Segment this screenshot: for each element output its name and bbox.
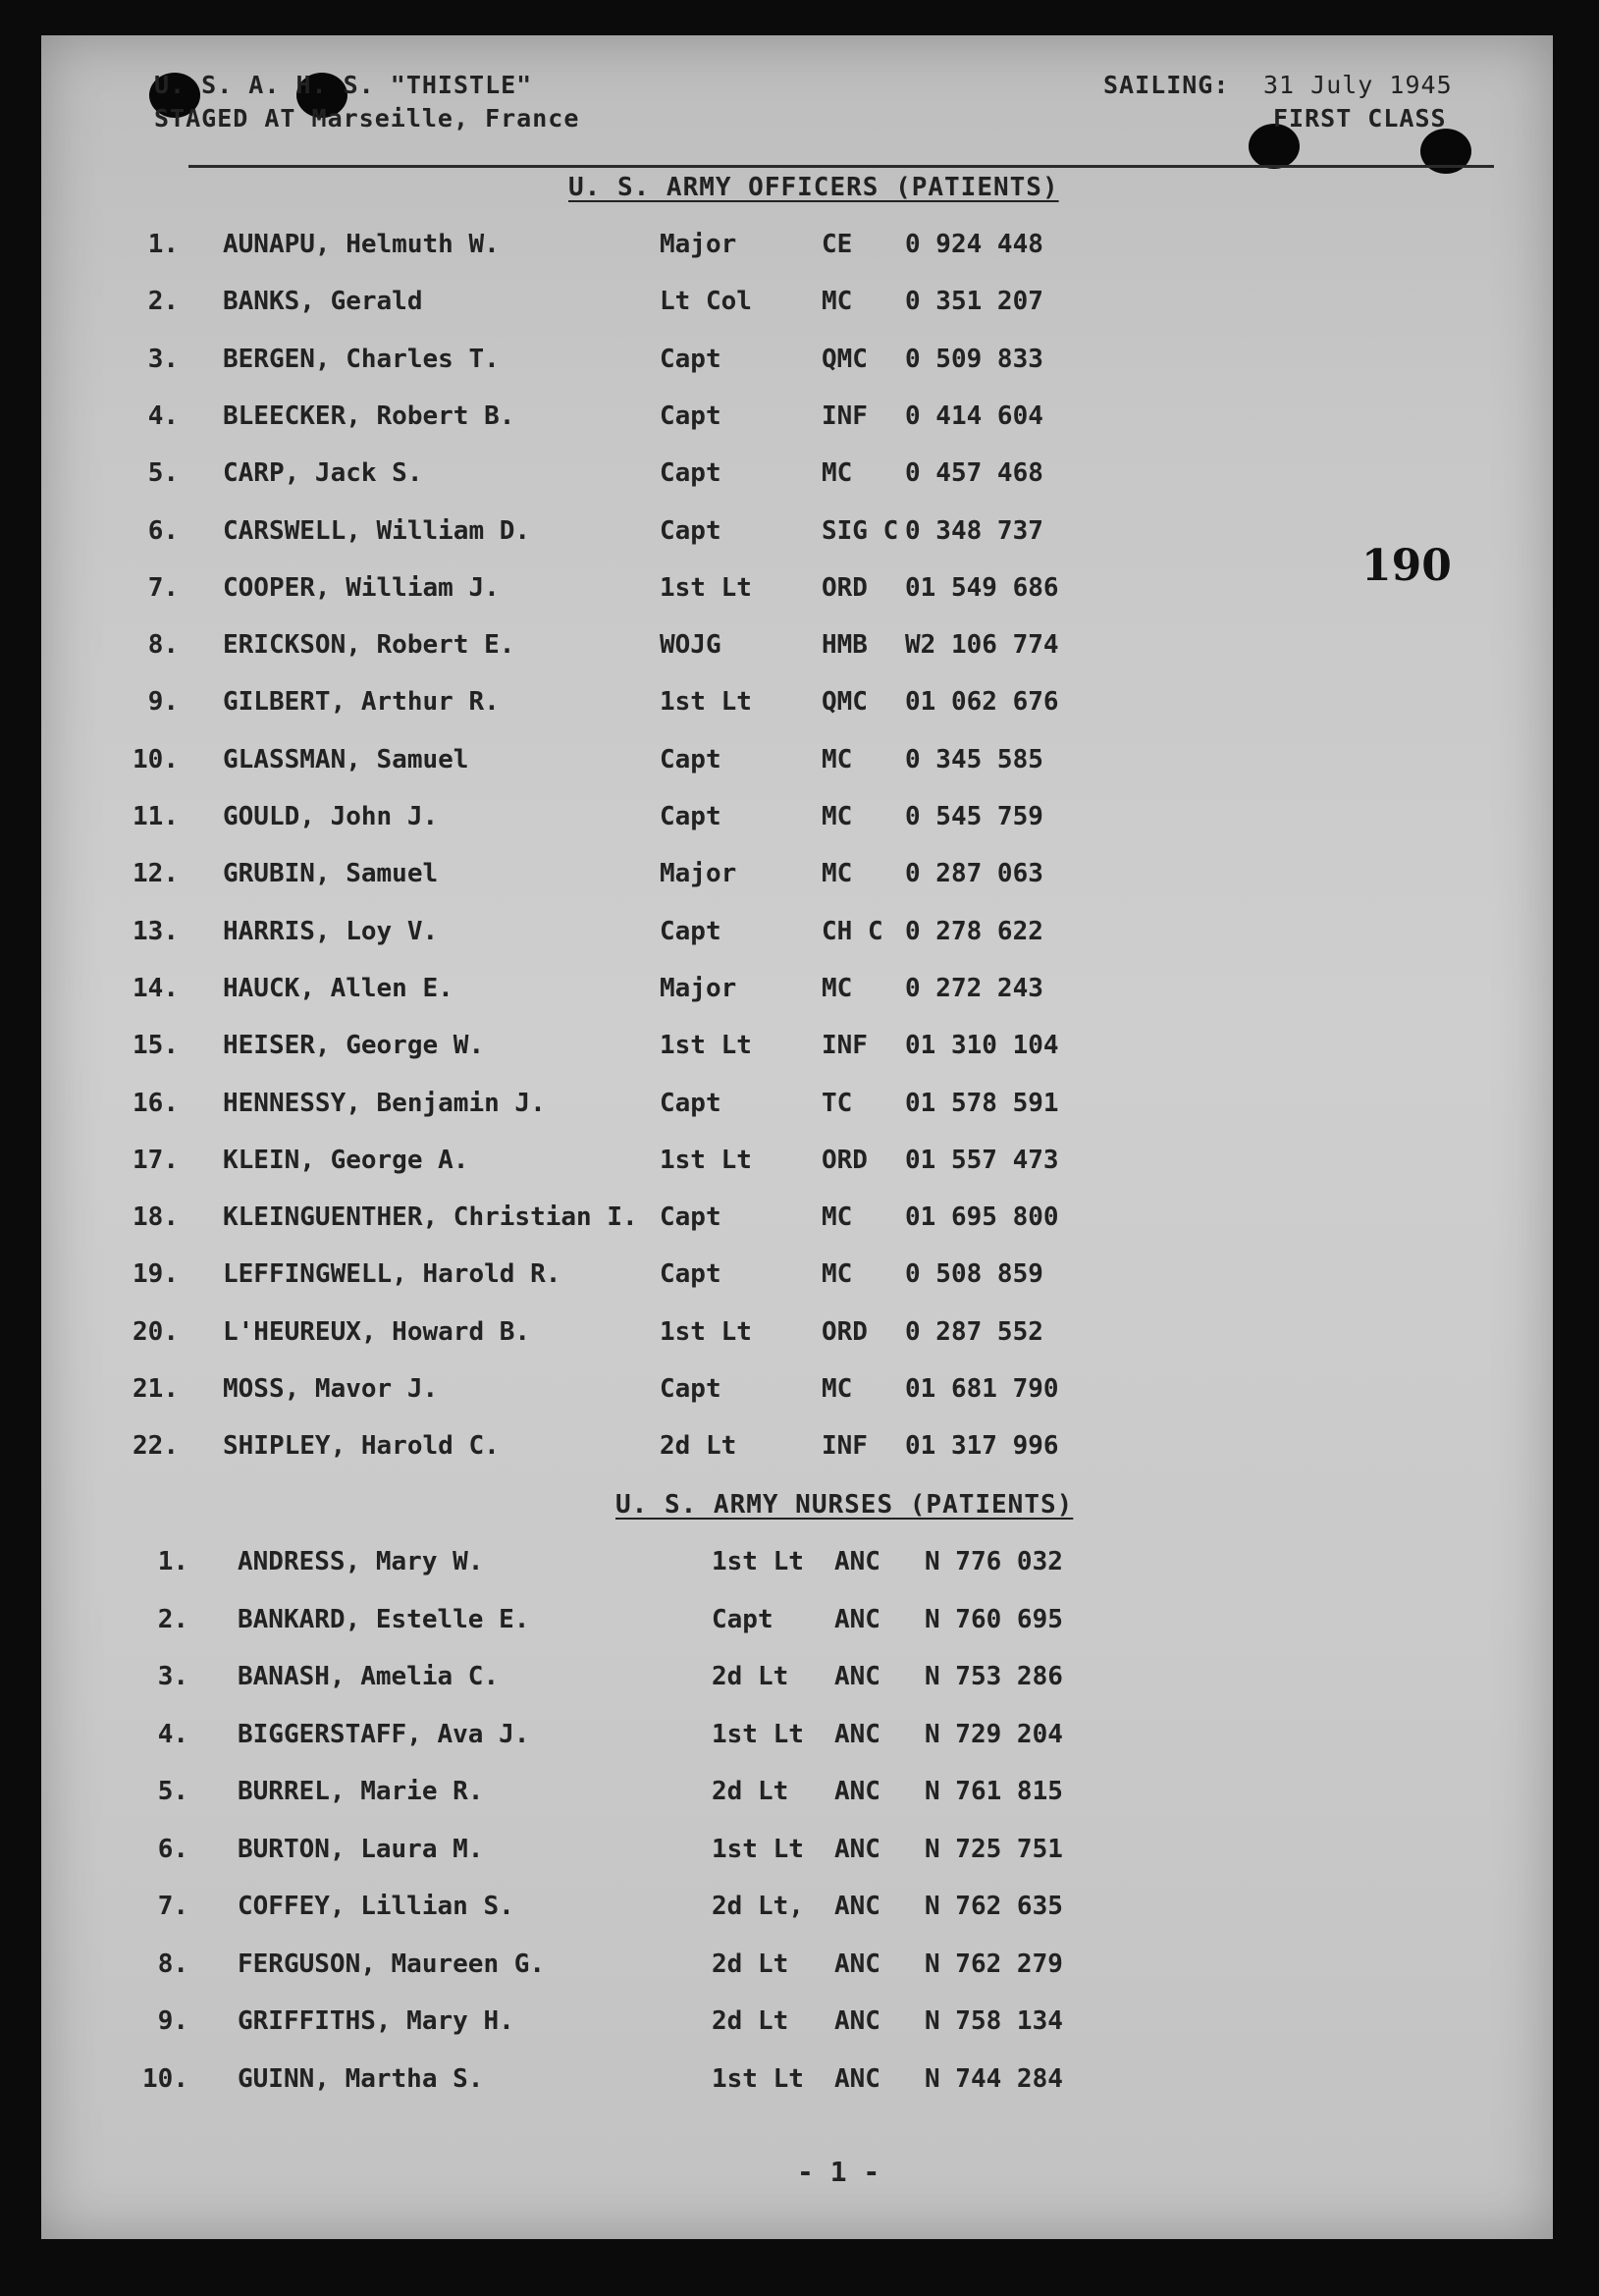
entry-serial: 01 695 800 xyxy=(905,1202,1059,1232)
entry-branch: MC xyxy=(822,802,853,831)
entry-branch: MC xyxy=(822,1202,853,1232)
entry-rank: Capt xyxy=(712,1605,773,1634)
entry-rank: Capt xyxy=(660,1089,721,1118)
entry-name: SHIPLEY, Harold C. xyxy=(223,1431,500,1461)
entry-name: GRUBIN, Samuel xyxy=(223,859,439,888)
entry-branch: ANC xyxy=(834,1720,880,1749)
entry-number: 6. xyxy=(157,1835,188,1864)
page-number: - 1 - xyxy=(797,2156,880,2188)
entry-serial: N 776 032 xyxy=(925,1547,1063,1576)
entry-serial: 0 287 552 xyxy=(905,1317,1043,1347)
entry-branch: SIG C xyxy=(822,516,899,546)
entry-name: CARP, Jack S. xyxy=(223,458,423,488)
entry-name: L'HEUREUX, Howard B. xyxy=(223,1317,531,1347)
entry-name: BANKARD, Estelle E. xyxy=(238,1605,530,1634)
entry-serial: 01 681 790 xyxy=(905,1374,1059,1404)
entry-rank: Capt xyxy=(660,401,721,431)
entry-name: KLEINGUENTHER, Christian I. xyxy=(223,1202,638,1232)
entry-rank: Lt Col xyxy=(660,287,752,316)
entry-serial: N 729 204 xyxy=(925,1720,1063,1749)
entry-branch: HMB xyxy=(822,630,868,660)
entry-rank: Major xyxy=(660,974,737,1003)
entry-serial: 0 414 604 xyxy=(905,401,1043,431)
entry-serial: 01 062 676 xyxy=(905,687,1059,717)
entry-rank: Capt xyxy=(660,516,721,546)
entry-serial: 01 549 686 xyxy=(905,573,1059,603)
entry-name: BANASH, Amelia C. xyxy=(238,1662,500,1691)
entry-serial: 0 345 585 xyxy=(905,745,1043,774)
entry-branch: QMC xyxy=(822,345,868,374)
entry-rank: Capt xyxy=(660,1202,721,1232)
entry-branch: ANC xyxy=(834,1662,880,1691)
entry-branch: MC xyxy=(822,859,853,888)
entry-serial: 01 557 473 xyxy=(905,1146,1059,1175)
entry-rank: 2d Lt xyxy=(712,1662,789,1691)
entry-rank: WOJG xyxy=(660,630,721,660)
entry-number: 22. xyxy=(133,1431,179,1461)
entry-name: AUNAPU, Helmuth W. xyxy=(223,230,500,259)
entry-name: HENNESSY, Benjamin J. xyxy=(223,1089,546,1118)
entry-branch: MC xyxy=(822,458,853,488)
entry-name: HEISER, George W. xyxy=(223,1031,485,1060)
entry-serial: N 744 284 xyxy=(925,2064,1063,2094)
entry-serial: N 760 695 xyxy=(925,1605,1063,1634)
entry-branch: INF xyxy=(822,401,868,431)
entry-number: 2. xyxy=(157,1605,188,1634)
entry-branch: INF xyxy=(822,1031,868,1060)
ship-name: U. S. A. H. S. "THISTLE" xyxy=(154,71,533,99)
entry-rank: Capt xyxy=(660,745,721,774)
entry-branch: MC xyxy=(822,745,853,774)
entry-name: BERGEN, Charles T. xyxy=(223,345,500,374)
entry-rank: 1st Lt xyxy=(660,573,752,603)
entry-rank: 1st Lt xyxy=(712,1547,804,1576)
entry-number: 5. xyxy=(147,458,179,488)
entry-serial: 0 272 243 xyxy=(905,974,1043,1003)
entry-serial: 0 278 622 xyxy=(905,917,1043,946)
entry-name: CARSWELL, William D. xyxy=(223,516,531,546)
entry-rank: Capt xyxy=(660,917,721,946)
entry-number: 19. xyxy=(133,1259,179,1289)
class-label: FIRST CLASS xyxy=(1273,104,1447,133)
entry-number: 20. xyxy=(133,1317,179,1347)
entry-name: GOULD, John J. xyxy=(223,802,439,831)
entry-serial: W2 106 774 xyxy=(905,630,1059,660)
entry-serial: 01 578 591 xyxy=(905,1089,1059,1118)
entry-branch: MC xyxy=(822,1259,853,1289)
entry-rank: 1st Lt xyxy=(660,687,752,717)
entry-name: BIGGERSTAFF, Ava J. xyxy=(238,1720,530,1749)
entry-rank: Capt xyxy=(660,458,721,488)
entry-serial: N 762 635 xyxy=(925,1892,1063,1921)
entry-name: BLEECKER, Robert B. xyxy=(223,401,515,431)
entry-branch: INF xyxy=(822,1431,868,1461)
entry-number: 3. xyxy=(147,345,179,374)
entry-number: 5. xyxy=(157,1777,188,1806)
entry-name: KLEIN, George A. xyxy=(223,1146,469,1175)
entry-name: COFFEY, Lillian S. xyxy=(238,1892,514,1921)
page-stamp: 190 xyxy=(1361,541,1452,591)
entry-branch: ORD xyxy=(822,1146,868,1175)
entry-rank: 1st Lt xyxy=(712,2064,804,2094)
entry-branch: QMC xyxy=(822,687,868,717)
entry-name: GLASSMAN, Samuel xyxy=(223,745,469,774)
entry-number: 13. xyxy=(133,917,179,946)
entry-number: 15. xyxy=(133,1031,179,1060)
entry-branch: ORD xyxy=(822,1317,868,1347)
entry-number: 4. xyxy=(157,1720,188,1749)
entry-name: HAUCK, Allen E. xyxy=(223,974,453,1003)
entry-serial: N 753 286 xyxy=(925,1662,1063,1691)
entry-serial: N 762 279 xyxy=(925,1949,1063,1979)
entry-branch: ANC xyxy=(834,1892,880,1921)
entry-number: 4. xyxy=(147,401,179,431)
entry-serial: 0 348 737 xyxy=(905,516,1043,546)
section-title-nurses: U. S. ARMY NURSES (PATIENTS) xyxy=(615,1490,1074,1520)
entry-rank: 2d Lt xyxy=(712,1777,789,1806)
entry-serial: N 758 134 xyxy=(925,2006,1063,2036)
entry-serial: 0 509 833 xyxy=(905,345,1043,374)
entry-rank: Capt xyxy=(660,345,721,374)
sailing-label: SAILING: xyxy=(1103,71,1230,99)
entry-branch: MC xyxy=(822,974,853,1003)
entry-name: ANDRESS, Mary W. xyxy=(238,1547,484,1576)
entry-serial: 0 508 859 xyxy=(905,1259,1043,1289)
section-title-officers: U. S. ARMY OFFICERS (PATIENTS) xyxy=(568,173,1059,202)
entry-branch: MC xyxy=(822,287,853,316)
entry-number: 18. xyxy=(133,1202,179,1232)
entry-number: 10. xyxy=(142,2064,188,2094)
entry-number: 7. xyxy=(157,1892,188,1921)
entry-serial: 0 287 063 xyxy=(905,859,1043,888)
entry-rank: 1st Lt xyxy=(712,1720,804,1749)
entry-serial: 01 310 104 xyxy=(905,1031,1059,1060)
entry-rank: Major xyxy=(660,859,737,888)
entry-name: LEFFINGWELL, Harold R. xyxy=(223,1259,561,1289)
entry-number: 12. xyxy=(133,859,179,888)
entry-serial: 0 545 759 xyxy=(905,802,1043,831)
entry-branch: CE xyxy=(822,230,853,259)
entry-name: BURREL, Marie R. xyxy=(238,1777,484,1806)
entry-rank: Capt xyxy=(660,1259,721,1289)
entry-branch: TC xyxy=(822,1089,853,1118)
staged-at: STAGED AT Marseille, France xyxy=(154,104,580,133)
entry-rank: 2d Lt xyxy=(712,1949,789,1979)
entry-rank: 2d Lt, xyxy=(712,1892,804,1921)
entry-branch: ANC xyxy=(834,1949,880,1979)
sailing-date: 31 July 1945 xyxy=(1263,71,1453,99)
entry-name: BURTON, Laura M. xyxy=(238,1835,484,1864)
entry-rank: 1st Lt xyxy=(712,1835,804,1864)
entry-branch: MC xyxy=(822,1374,853,1404)
entry-number: 6. xyxy=(147,516,179,546)
entry-number: 8. xyxy=(147,630,179,660)
entry-number: 21. xyxy=(133,1374,179,1404)
entry-name: FERGUSON, Maureen G. xyxy=(238,1949,546,1979)
entry-name: HARRIS, Loy V. xyxy=(223,917,439,946)
entry-rank: 1st Lt xyxy=(660,1031,752,1060)
entry-rank: Capt xyxy=(660,802,721,831)
entry-branch: ANC xyxy=(834,2006,880,2036)
entry-number: 14. xyxy=(133,974,179,1003)
entry-name: ERICKSON, Robert E. xyxy=(223,630,515,660)
entry-name: GRIFFITHS, Mary H. xyxy=(238,2006,514,2036)
entry-branch: ANC xyxy=(834,1777,880,1806)
entry-branch: ANC xyxy=(834,1605,880,1634)
entry-branch: ANC xyxy=(834,1835,880,1864)
document-page xyxy=(41,35,1553,2239)
entry-rank: 1st Lt xyxy=(660,1146,752,1175)
entry-serial: N 761 815 xyxy=(925,1777,1063,1806)
entry-name: COOPER, William J. xyxy=(223,573,500,603)
entry-rank: Capt xyxy=(660,1374,721,1404)
entry-rank: 2d Lt xyxy=(660,1431,737,1461)
entry-branch: ORD xyxy=(822,573,868,603)
entry-number: 17. xyxy=(133,1146,179,1175)
entry-serial: 01 317 996 xyxy=(905,1431,1059,1461)
entry-rank: Major xyxy=(660,230,737,259)
entry-name: BANKS, Gerald xyxy=(223,287,423,316)
entry-number: 1. xyxy=(147,230,179,259)
entry-name: GUINN, Martha S. xyxy=(238,2064,484,2094)
entry-serial: 0 351 207 xyxy=(905,287,1043,316)
entry-number: 1. xyxy=(157,1547,188,1576)
entry-name: MOSS, Mavor J. xyxy=(223,1374,439,1404)
entry-number: 9. xyxy=(147,687,179,717)
entry-serial: 0 457 468 xyxy=(905,458,1043,488)
entry-serial: N 725 751 xyxy=(925,1835,1063,1864)
entry-branch: ANC xyxy=(834,1547,880,1576)
entry-rank: 2d Lt xyxy=(712,2006,789,2036)
entry-number: 10. xyxy=(133,745,179,774)
entry-number: 11. xyxy=(133,802,179,831)
entry-number: 7. xyxy=(147,573,179,603)
entry-number: 16. xyxy=(133,1089,179,1118)
entry-rank: 1st Lt xyxy=(660,1317,752,1347)
header-rule xyxy=(188,165,1494,168)
entry-number: 3. xyxy=(157,1662,188,1691)
entry-number: 2. xyxy=(147,287,179,316)
entry-name: GILBERT, Arthur R. xyxy=(223,687,500,717)
entry-branch: CH C xyxy=(822,917,883,946)
entry-serial: 0 924 448 xyxy=(905,230,1043,259)
entry-branch: ANC xyxy=(834,2064,880,2094)
entry-number: 8. xyxy=(157,1949,188,1979)
entry-number: 9. xyxy=(157,2006,188,2036)
